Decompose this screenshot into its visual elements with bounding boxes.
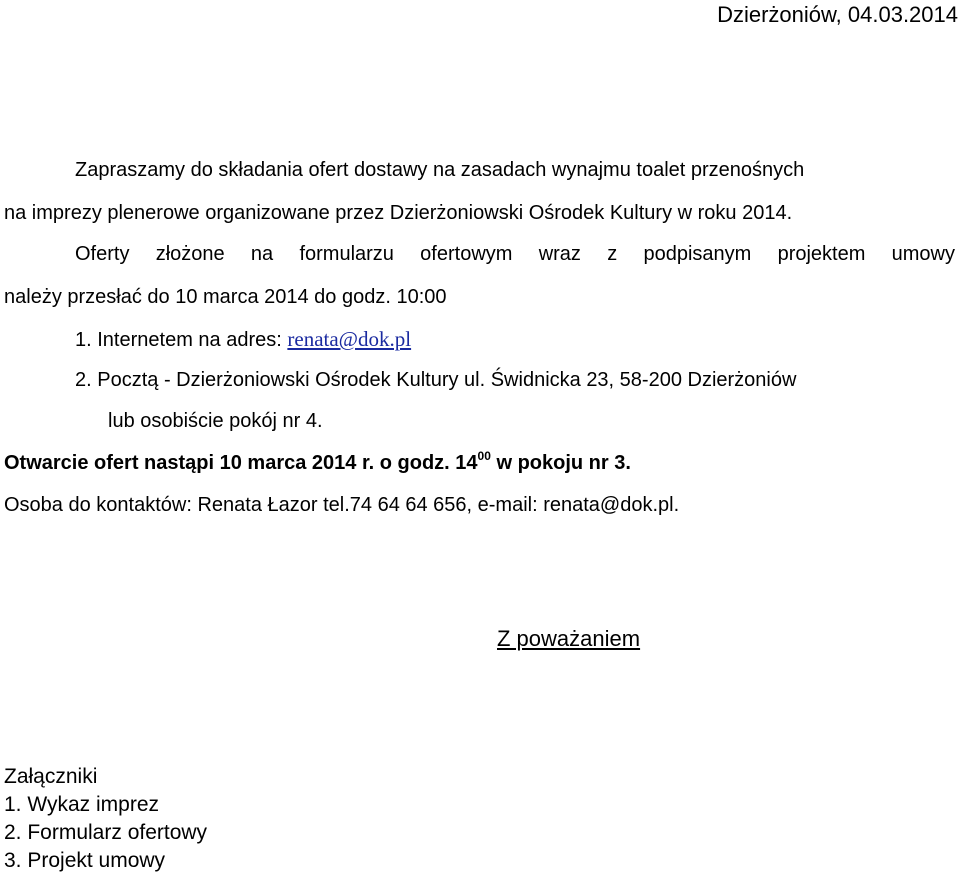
attachment-item-2: 2. Formularz ofertowy bbox=[4, 821, 208, 844]
intro-line-2: na imprezy plenerowe organizowane przez Dzierżoniowski Ośrodek Kultury w roku 2014. bbox=[4, 202, 793, 224]
method-text-1: Internetem na adres: bbox=[97, 329, 282, 351]
opening-notice bbox=[4, 449, 631, 474]
method-text-2: Pocztą - Dzierżoniowski Ośrodek Kultury ul. Świdnicka 23, 58-200 Dzierżoniów bbox=[97, 369, 797, 391]
opening-text-before: Otwarcie ofert nastąpi 10 marca 2014 r. o godz. 14 bbox=[4, 452, 478, 474]
opening-minutes-sup: 00 bbox=[477, 449, 491, 463]
attachment-item-3: 3. Projekt umowy bbox=[4, 849, 166, 872]
contact-line: Osoba do kontaktów: Renata Łazor tel.74 64 64 656, e-mail: renata@dok.pl. bbox=[4, 494, 680, 516]
email-link[interactable]: renata@dok.pl bbox=[287, 327, 412, 351]
method-number-2: 2. bbox=[75, 369, 92, 391]
closing-greeting: Z poważaniem bbox=[497, 626, 641, 651]
method-item-1 bbox=[75, 329, 411, 350]
attachments-title: Załączniki bbox=[4, 765, 98, 788]
method-item-2 bbox=[75, 370, 796, 390]
intro-line-1: Zapraszamy do składania ofert dostawy na zasadach wynajmu toalet przenośnych bbox=[75, 159, 805, 181]
opening-text-after: w pokoju nr 3. bbox=[496, 452, 631, 474]
attachment-item-1: 1. Wykaz imprez bbox=[4, 793, 160, 816]
method-number-1: 1. bbox=[75, 329, 92, 351]
offers-line-1: Oferty złożone na formularzu ofertowym wraz z podpisanym projektem umowy bbox=[75, 243, 955, 265]
method-text-2-continued: lub osobiście pokój nr 4. bbox=[108, 410, 323, 432]
offers-line-2: należy przesłać do 10 marca 2014 do godz. 10:00 bbox=[4, 286, 447, 308]
date-line: Dzierżoniów, 04.03.2014 bbox=[717, 2, 958, 27]
